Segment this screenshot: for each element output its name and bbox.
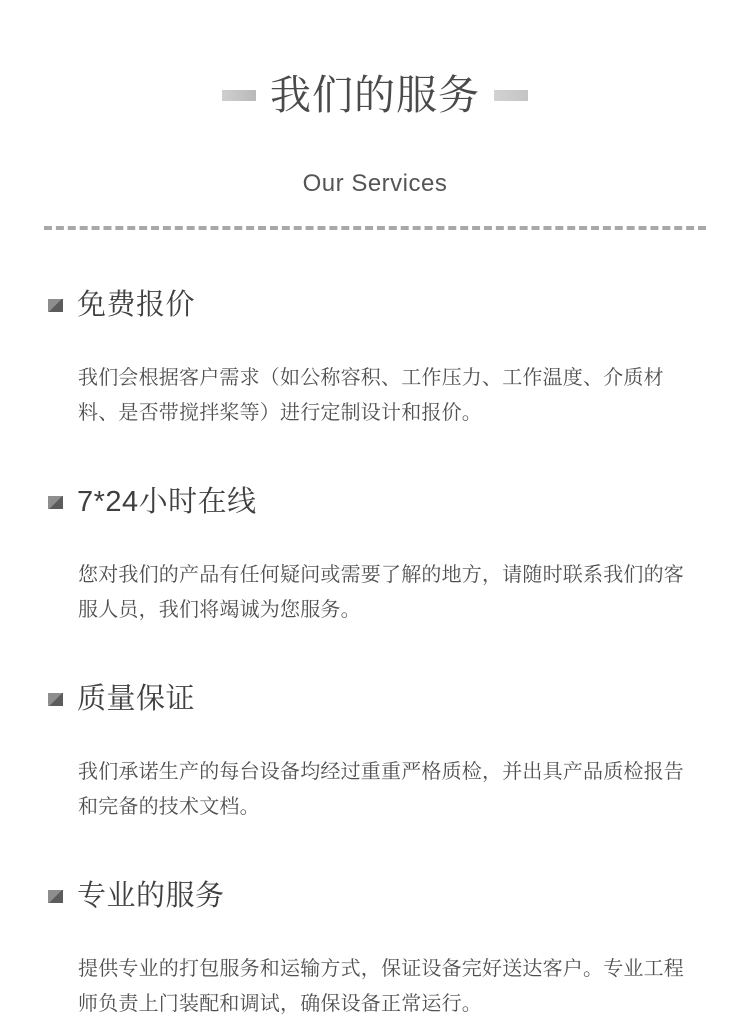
service-body-text: 您对我们的产品有任何疑问或需要了解的地方，请随时联系我们的客服人员，我们将竭诚为您服务。: [78, 563, 684, 621]
service-body: [78, 952, 702, 1022]
page-title: 我们的服务: [270, 72, 480, 119]
title-decoration-right-icon: [494, 90, 528, 101]
service-body: [78, 755, 702, 825]
service-body: [78, 361, 702, 431]
services-list: [0, 230, 750, 1022]
service-item: [48, 658, 702, 825]
service-heading: [48, 855, 702, 938]
service-item: [48, 461, 702, 628]
square-bullet-icon: [48, 890, 63, 903]
service-body-text: 我们承诺生产的每台设备均经过重重严格质检，并出具产品质检报告和完备的技术文档。: [78, 760, 684, 818]
square-bullet-icon: [48, 693, 63, 706]
service-heading: [48, 658, 702, 741]
service-body-text: 我们会根据客户需求（如公称容积、工作压力、工作温度、介质材料、是否带搅拌桨等）进行定制设计和报价。: [78, 366, 664, 424]
service-item: [48, 855, 702, 1022]
page-header: [0, 0, 750, 230]
service-body: [78, 558, 702, 628]
square-bullet-icon: [48, 496, 63, 509]
title-decoration-left-icon: [222, 90, 256, 101]
service-title: 免费报价: [77, 289, 196, 321]
square-bullet-icon: [48, 299, 63, 312]
title-row: [0, 48, 750, 144]
service-heading: [48, 461, 702, 544]
service-item: [48, 264, 702, 431]
service-title: 7*24小时在线: [77, 485, 257, 518]
page-subtitle: Our Services: [302, 169, 448, 197]
service-heading: [48, 264, 702, 347]
service-title: 质量保证: [77, 682, 196, 715]
service-body-text: 提供专业的打包服务和运输方式，保证设备完好送达客户。专业工程师负责上门装配和调试，确保设备正常运行。: [78, 957, 684, 1015]
service-title: 专业的服务: [77, 879, 225, 912]
